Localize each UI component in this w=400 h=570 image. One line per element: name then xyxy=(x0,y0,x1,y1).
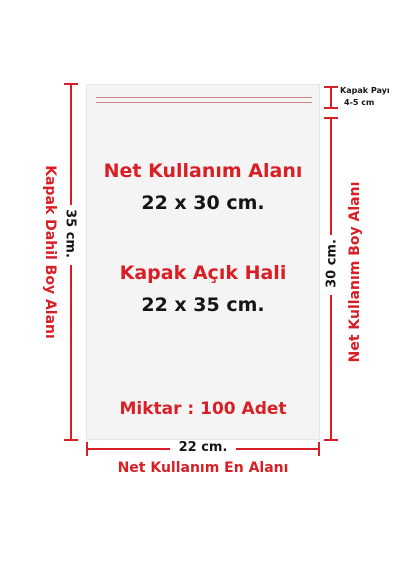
flap-allowance-tick-top xyxy=(324,86,338,88)
bottom-dimension-caption: Net Kullanım En Alanı xyxy=(117,460,289,476)
left-dimension-tick-top xyxy=(64,83,78,85)
flap-allowance-value: 4-5 cm xyxy=(344,98,375,107)
open-size: 22 x 35 cm. xyxy=(141,294,265,316)
flap-allowance-title: Kapak Payı xyxy=(340,86,390,95)
flap-allowance-tick-bottom xyxy=(324,107,338,109)
left-dimension-value: 35 cm. xyxy=(62,209,78,258)
right-dimension-tick-top xyxy=(324,117,338,119)
right-dimension-tick-bottom xyxy=(324,439,338,441)
open-title: Kapak Açık Hali xyxy=(119,262,287,284)
net-area-title: Net Kullanım Alanı xyxy=(103,160,303,182)
adhesive-strip xyxy=(96,97,312,103)
bottom-dimension-value: 22 cm. xyxy=(178,440,228,455)
quantity-label: Miktar : 100 Adet xyxy=(119,399,287,419)
left-dimension-tick-bottom xyxy=(64,439,78,441)
flap-allowance-line xyxy=(330,86,332,108)
right-dimension-value: 30 cm. xyxy=(324,239,340,288)
net-area-size: 22 x 30 cm. xyxy=(141,192,265,214)
right-dimension-caption: Net Kullanım Boy Alanı xyxy=(347,181,363,363)
left-dimension-caption: Kapak Dahil Boy Alanı xyxy=(42,165,58,339)
